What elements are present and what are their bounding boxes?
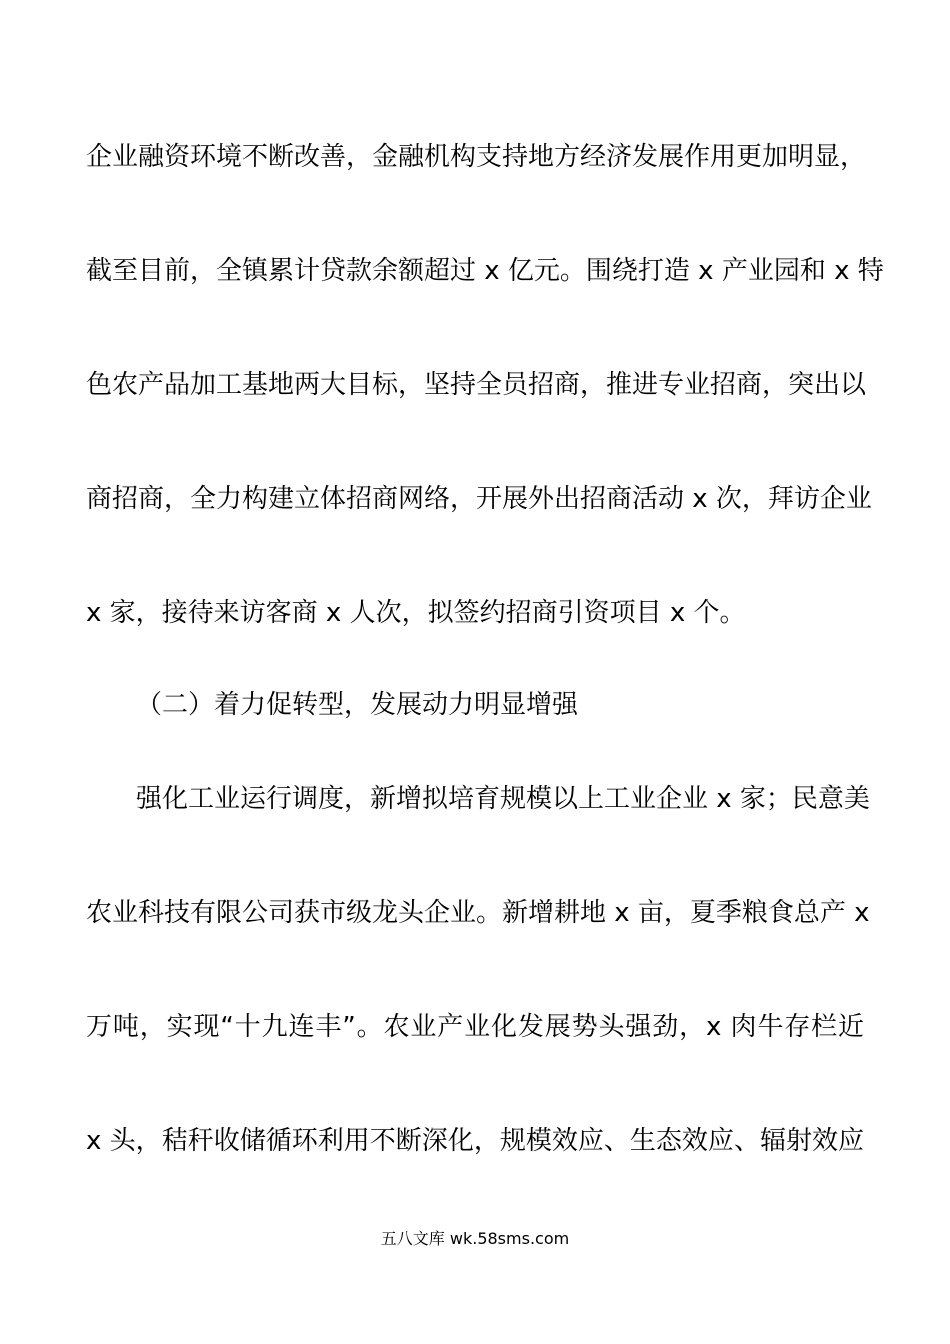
paragraph-line-4: 商招商，全力构建立体招商网络，开展外出招商活动 x 次，拜访企业 <box>86 484 872 514</box>
paragraph2-line-3: 万吨，实现“十九连丰”。农业产业化发展势头强劲，x 肉牛存栏近 <box>86 1012 864 1042</box>
paragraph-line-3: 色农产品加工基地两大目标，坚持全员招商，推进专业招商，突出以 <box>86 370 867 400</box>
paragraph2-line-2: 农业科技有限公司获市级龙头企业。新增耕地 x 亩，夏季粮食总产 x <box>86 898 870 928</box>
footer-watermark: 五八文库 wk.58sms.com <box>380 1229 570 1248</box>
section-heading: （二）着力促转型，发展动力明显增强 <box>136 690 579 720</box>
paragraph-line-1: 企业融资环境不断改善，金融机构支持地方经济发展作用更加明显， <box>86 142 867 172</box>
paragraph-line-2: 截至目前，全镇累计贷款余额超过 x 亿元。围绕打造 x 产业园和 x 特 <box>86 256 884 286</box>
paragraph2-line-4: x 头，秸秆收储循环利用不断深化，规模效应、生态效应、辐射效应 <box>86 1126 864 1156</box>
paragraph2-first-line: 强化工业运行调度，新增拟培育规模以上工业企业 x 家；民意美 <box>136 784 870 814</box>
paragraph-line-5: x 家，接待来访客商 x 人次，拟签约招商引资项目 x 个。 <box>86 598 746 628</box>
